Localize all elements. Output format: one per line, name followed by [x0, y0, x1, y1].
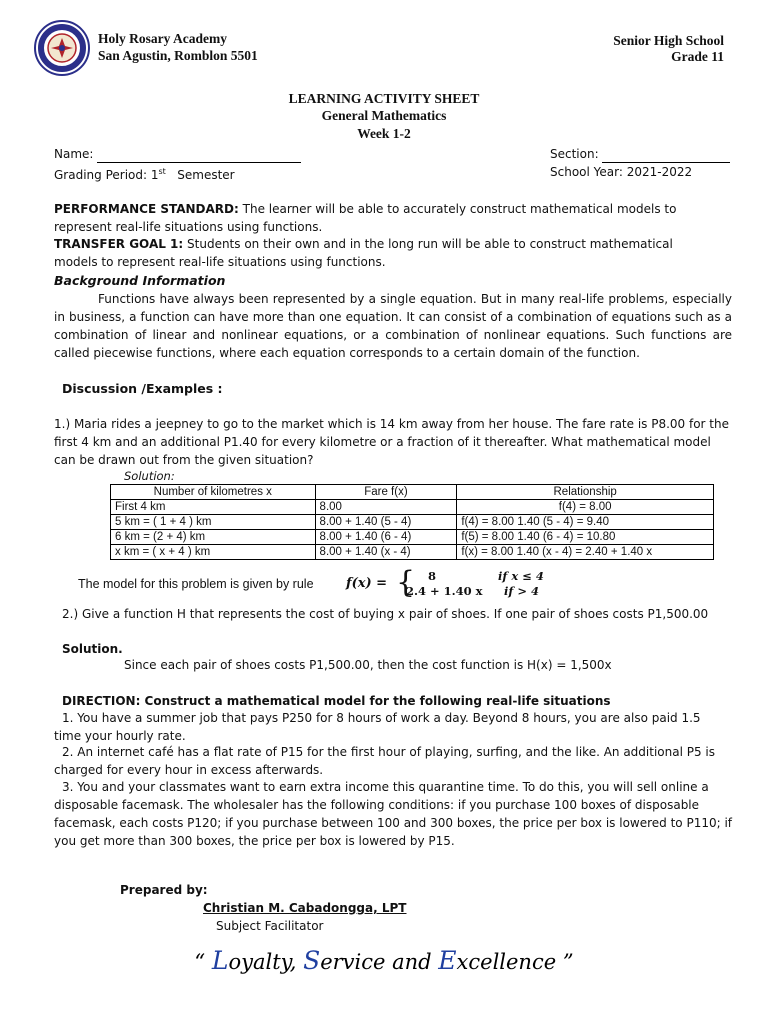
table-header-row — [111, 485, 714, 500]
motto-loyalty: oyalty, — [228, 950, 304, 974]
performance-label: PERFORMANCE STANDARD: — [54, 202, 239, 216]
table-row — [111, 530, 714, 545]
transfer-text: Students on their own and in the long run will be able to construct mathematical models to represent real-life situations using functions. — [54, 237, 673, 269]
motto-letter-s: S — [303, 946, 321, 975]
table-cell: f(5) = 8.00 1.40 (6 - 4) = 10.80 — [457, 530, 714, 545]
motto-close: ” — [556, 950, 574, 974]
table-row — [111, 545, 714, 560]
section-input-line[interactable] — [602, 148, 730, 163]
table-cell: First 4 km — [111, 500, 316, 515]
motto-open: “ — [194, 950, 212, 974]
brace-icon: { — [396, 565, 416, 600]
fare-table — [110, 484, 714, 560]
table-cell: 6 km = (2 + 4) km — [111, 530, 316, 545]
grading-rest: Semester — [177, 168, 235, 182]
subject-title: General Mathematics — [321, 108, 447, 123]
facilitator-role: Subject Facilitator — [216, 919, 324, 933]
model-case1-cond: if x ≤ 4 — [498, 569, 544, 583]
school-name: Holy Rosary Academy — [98, 31, 227, 46]
motto-letter-l: L — [211, 946, 229, 975]
table-row — [111, 500, 714, 515]
table-cell: x km = ( x + 4 ) km — [111, 545, 316, 560]
school-level: Senior High School — [613, 33, 724, 48]
table-row — [111, 515, 714, 530]
table-cell: 8.00 + 1.40 (6 - 4) — [315, 530, 457, 545]
name-label: Name: — [54, 147, 94, 161]
model-rule — [78, 565, 598, 600]
performance-text: The learner will be able to accurately construct mathematical models to represent real-life situations using functions. — [54, 202, 677, 234]
model-intro: The model for this problem is given by rule — [78, 577, 314, 591]
name-input-line[interactable] — [97, 148, 301, 163]
solution-2-label: Solution. — [62, 642, 123, 656]
table-header: Fare f(x) — [315, 485, 457, 500]
school-year: School Year: 2021-2022 — [550, 165, 693, 179]
direction-item: 2. An internet café has a flat rate of P15 for the first hour of playing, surfing, and the like. An additional P5 is charged for every hour in excess afterwards. — [54, 745, 716, 777]
table-cell: f(x) = 8.00 1.40 (x - 4) = 2.40 + 1.40 x — [457, 545, 714, 560]
section-field — [550, 145, 730, 163]
section-label: Section: — [550, 147, 599, 161]
motto-letter-e: E — [438, 946, 457, 975]
solution-label: Solution: — [124, 469, 175, 483]
transfer-goal — [54, 235, 714, 271]
table-header: Relationship — [457, 485, 714, 500]
table-header: Number of kilometres x — [111, 485, 316, 500]
model-case2-expr: 2.4 + 1.40 x — [406, 584, 483, 598]
table-cell: 8.00 + 1.40 (5 - 4) — [315, 515, 457, 530]
school-motto — [0, 946, 768, 975]
grading-sup: st — [158, 167, 166, 176]
table-cell: f(4) = 8.00 — [457, 500, 714, 515]
transfer-label: TRANSFER GOAL 1: — [54, 237, 184, 251]
table-cell: 8.00 — [315, 500, 457, 515]
example-1: 1.) Maria rides a jeepney to go to the market which is 14 km away from her house. The fare rate is P8.00 for the first 4 km and an additional P1.40 for every kilometre or a fraction of it thereafter. What mathematical model can be drawn out from the given situation? — [54, 417, 729, 467]
sheet-title: LEARNING ACTIVITY SHEET — [288, 91, 480, 106]
direction-item: 1. You have a summer job that pays P250 for 8 hours of work a day. Beyond 8 hours, you are also paid 1.5 time your hourly rate. — [54, 711, 701, 743]
grading-period — [54, 163, 235, 184]
table-cell: 8.00 + 1.40 (x - 4) — [315, 545, 457, 560]
school-address: San Agustin, Romblon 5501 — [98, 48, 258, 63]
model-lhs: f(x) = — [346, 576, 388, 591]
motto-service: ervice and — [320, 950, 439, 974]
name-field — [54, 145, 301, 163]
grade-level: Grade 11 — [671, 49, 724, 64]
model-case2-cond: if > 4 — [504, 584, 539, 598]
background-text: Functions have always been represented by a single equation. But in many real-life problems, especially in business, a function can have more than one equation. It can consist of a combination of equations such as a combination of linear and nonlinear equations, or a combination of nonlinear equations. Such functions are called piecewise functions, where each equation corresponds to a certain domain of the function. — [54, 292, 732, 360]
direction-heading: DIRECTION: Construct a mathematical model for the following real-life situations — [62, 694, 611, 708]
week-title: Week 1-2 — [357, 126, 411, 141]
motto-excellence: xcellence — [456, 950, 557, 974]
background-heading: Background Information — [54, 273, 226, 288]
direction-item: 3. You and your classmates want to earn extra income this quarantine time. To do this, you will sell online a disposable facemask. The wholesaler has the following conditions: if you purchase 100 boxes of disposable facemask, each costs P120; if you purchase between 100 and 300 boxes, the price per box is lowered to P110; if you get more than 300 boxes, the price per box is lowered by P15. — [54, 780, 733, 848]
table-cell: f(4) = 8.00 1.40 (5 - 4) = 9.40 — [457, 515, 714, 530]
prepared-by-label: Prepared by: — [120, 883, 208, 897]
performance-standard — [54, 200, 734, 236]
school-seal-icon — [34, 20, 90, 76]
grading-label: Grading Period: 1 — [54, 168, 159, 182]
discussion-heading: Discussion /Examples : — [62, 381, 223, 396]
solution-2-text: Since each pair of shoes costs P1,500.00, then the cost function is H(x) = 1,500x — [124, 658, 612, 672]
model-case1-expr: 8 — [428, 569, 437, 583]
table-cell: 5 km = ( 1 + 4 ) km — [111, 515, 316, 530]
facilitator-name: Christian M. Cabadongga, LPT — [203, 901, 407, 915]
example-2: 2.) Give a function H that represents the cost of buying x pair of shoes. If one pair of shoes costs P1,500.00 — [62, 607, 709, 621]
